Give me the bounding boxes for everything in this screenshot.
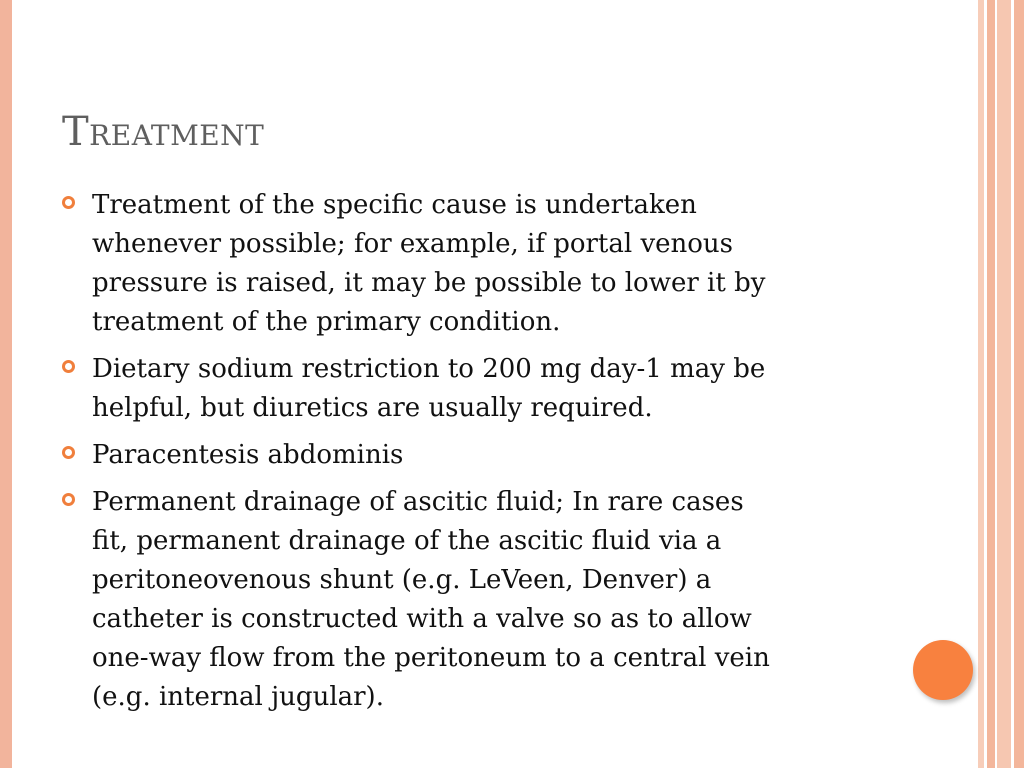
bullet-item bbox=[58, 436, 878, 475]
bullet-item bbox=[58, 350, 878, 428]
right-decorative-stripe bbox=[987, 0, 995, 768]
bullet-circle-icon bbox=[62, 493, 75, 506]
bullet-list bbox=[58, 186, 878, 725]
bullet-item bbox=[58, 186, 878, 342]
bullet-circle-icon bbox=[62, 360, 75, 373]
bullet-circle-icon bbox=[62, 196, 75, 209]
bullet-text: Dietary sodium restriction to 200 mg day-1 may be helpful, but diuretics are usually required. bbox=[92, 354, 766, 423]
bullet-text: Paracentesis abdominis bbox=[92, 440, 404, 470]
left-decorative-stripe bbox=[0, 0, 12, 768]
slide-title: Treatment bbox=[62, 109, 265, 155]
bullet-item bbox=[58, 483, 878, 717]
right-decorative-stripe bbox=[1014, 0, 1024, 768]
slide-nav-circle-icon[interactable] bbox=[913, 640, 973, 700]
bullet-text: Permanent drainage of ascitic fluid; In rare cases fit, permanent drainage of the ascitic fluid via a peritoneovenous shunt (e.g. LeVeen, Denver) a catheter is constructed with a valve so as to allow one-way flow from the peritoneum to a central vein (e.g. internal jugular). bbox=[92, 487, 770, 712]
bullet-circle-icon bbox=[62, 446, 75, 459]
bullet-text: Treatment of the specific cause is undertaken whenever possible; for example, if portal venous pressure is raised, it may be possible to lower it by treatment of the primary condition. bbox=[92, 190, 766, 337]
right-decorative-stripe bbox=[997, 0, 1011, 768]
